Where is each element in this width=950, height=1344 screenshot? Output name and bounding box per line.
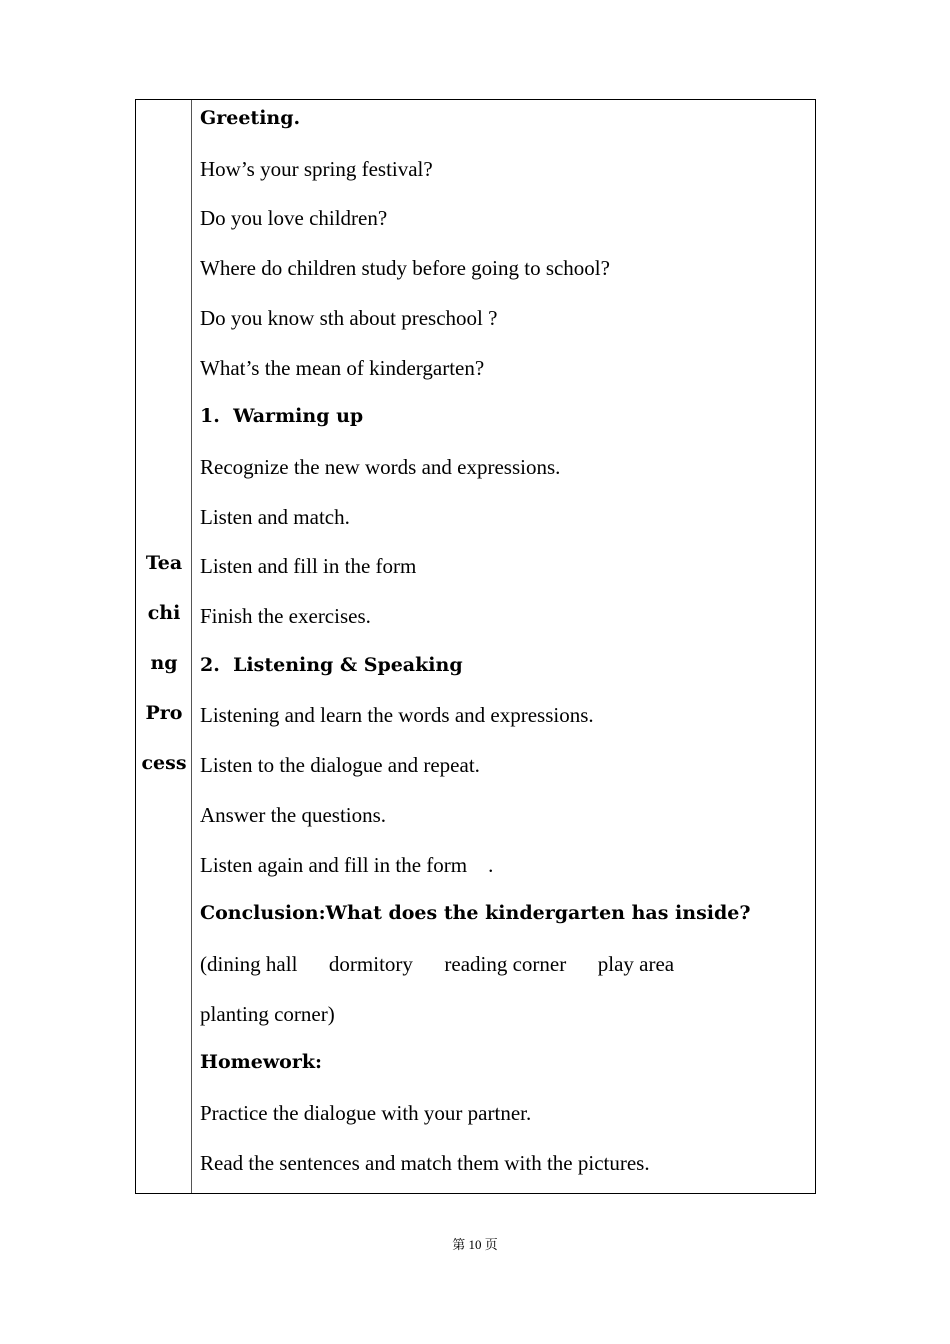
content-line: Listen and match. xyxy=(200,504,350,529)
side-label-part: cess xyxy=(141,752,187,774)
content-line: Do you love children? xyxy=(200,206,388,231)
section-heading: Greeting. xyxy=(200,107,301,129)
section-heading: Homework: xyxy=(200,1051,323,1074)
section-heading: Conclusion:What does the kindergarten has inside? xyxy=(200,902,751,925)
page-number: 第 10 页 xyxy=(452,1237,498,1252)
side-label-part: Tea xyxy=(145,552,183,574)
content-line: Listen to the dialogue and repeat. xyxy=(200,753,480,778)
content-line: How’s your spring festival? xyxy=(200,156,433,181)
content-line: (dining hall dormitory reading corner play area xyxy=(200,951,675,976)
side-label-part: chi xyxy=(147,602,181,624)
content-line: Where do children study before going to school? xyxy=(200,256,610,281)
content-line: Recognize the new words and expressions. xyxy=(200,454,561,479)
section-heading: 1. Warming up xyxy=(200,405,364,428)
side-label-cell xyxy=(136,100,192,1193)
content-line: Read the sentences and match them with the pictures. xyxy=(200,1150,650,1175)
side-label-part: ng xyxy=(150,652,178,674)
content-line: Listening and learn the words and expressions. xyxy=(200,703,594,728)
section-heading: 2. Listening & Speaking xyxy=(200,653,463,676)
side-label-part: Pro xyxy=(145,702,183,724)
content-line: Practice the dialogue with your partner. xyxy=(200,1101,532,1125)
content-line: What’s the mean of kindergarten? xyxy=(200,355,485,380)
content-line: Do you know sth about preschool ? xyxy=(200,305,498,330)
teaching-process-table xyxy=(135,99,816,1194)
content-line: Answer the questions. xyxy=(200,802,387,827)
content-line: planting corner) xyxy=(200,1001,335,1026)
content-line: Listen again and fill in the form . xyxy=(200,852,494,877)
content-cell xyxy=(192,100,815,1193)
content-line: Finish the exercises. xyxy=(200,604,371,628)
content-line: Listen and fill in the form xyxy=(200,554,417,579)
